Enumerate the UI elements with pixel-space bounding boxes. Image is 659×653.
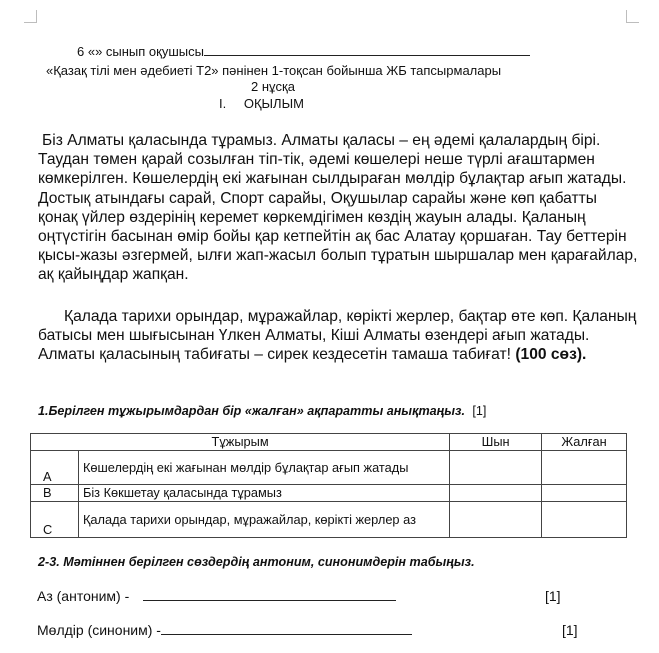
task1-table [30,433,627,538]
row-true-cell[interactable] [450,502,542,538]
class-label: 6 «» сынып оқушысы [77,44,204,59]
antonym-line [37,588,396,604]
col-header-true: Шын [450,434,542,451]
task2-title: 2-3. Мәтіннен берілген сөздердің антоним, синонимдерін табыңыз. [38,555,475,569]
section-title: ОҚЫЛЫМ [243,96,304,111]
section-heading [219,96,304,111]
row-letter: B [31,485,79,502]
reading-text-1: Біз Алматы қаласында тұрамыз. Алматы қаласы – ең әдемі қалалардың бірі. Таудан төмен қарай созылған тіп-тік, әдемі көшелері неше түрлі ағаштармен көмкерілген. Көшелердің екі жағынан сылдыраған мөлдір бұлақтар ағып жатады. Достық атындағы сарай, Спорт сарайы, Оқушылар сарайы және көп қабатты қонақ үйлер өздерінің керемет көркемдігімен көздің жауын алады. Қаланың оңтүстігін басынан өмір бойы қар кетпейтін ақ бас Алатау қоршаған. Тау беттерін қысы-жазы әзгермей, ылғи жап-жасыл болып тұратын шыршалар мен қарағайлар, ақ қайыңдар жапқан. [38,132,638,284]
task1-title: 1.Берілген тұжырымдардан бір «жалған» ақпаратты анықтаңыз. [38,404,465,418]
reading-paragraph-1 [38,131,638,285]
col-header-false: Жалған [542,434,627,451]
subject-line: «Қазақ тілі мен әдебиеті Т2» пәнінен 1-тоқсан бойынша ЖБ тапсырмалары [46,63,502,78]
synonym-label: Мөлдір (синоним) - [37,622,161,638]
table-row [31,485,627,502]
row-false-cell[interactable] [542,451,627,485]
synonym-line [37,622,412,638]
section-number: I. [219,96,227,111]
variant-label: 2 нұсқа [251,79,295,94]
synonym-score: [1] [562,622,578,638]
row-statement: Көшелердің екі жағынан мөлдір бұлақтар ағып жатады [78,451,449,485]
reading-text-2: Қалада тарихи орындар, мұражайлар, көрікті жерлер, бақтар өте көп. Қаланың батысы мен шығысынан Үлкен Алматы, Кіші Алматы өзендері ағып жатады. Алматы қаласының табиғаты – сирек кездесетін тамаша табиғат! [38,308,637,364]
task1-score: [1] [472,404,487,418]
antonym-label: Аз (антоним) - [37,588,130,604]
class-line [77,44,530,59]
reading-paragraph-2 [38,307,638,365]
row-letter: A [31,451,79,485]
synonym-answer-blank[interactable] [161,623,412,635]
table-row [31,451,627,485]
student-name-blank[interactable] [204,45,530,56]
table-header-row [31,434,627,451]
table-row [31,502,627,538]
row-false-cell[interactable] [542,485,627,502]
corner-mark-top-left [24,10,37,23]
col-header-statement: Тұжырым [31,434,450,451]
task1-heading [38,402,486,420]
row-letter: C [31,502,79,538]
row-statement: Біз Көкшетау қаласында тұрамыз [78,485,449,502]
corner-mark-top-right [626,10,639,23]
antonym-answer-blank[interactable] [143,589,396,601]
row-statement: Қалада тарихи орындар, мұражайлар, көрікті жерлер аз [78,502,449,538]
row-true-cell[interactable] [450,485,542,502]
antonym-score: [1] [545,588,561,604]
word-count: (100 сөз). [515,346,587,364]
row-false-cell[interactable] [542,502,627,538]
row-true-cell[interactable] [450,451,542,485]
